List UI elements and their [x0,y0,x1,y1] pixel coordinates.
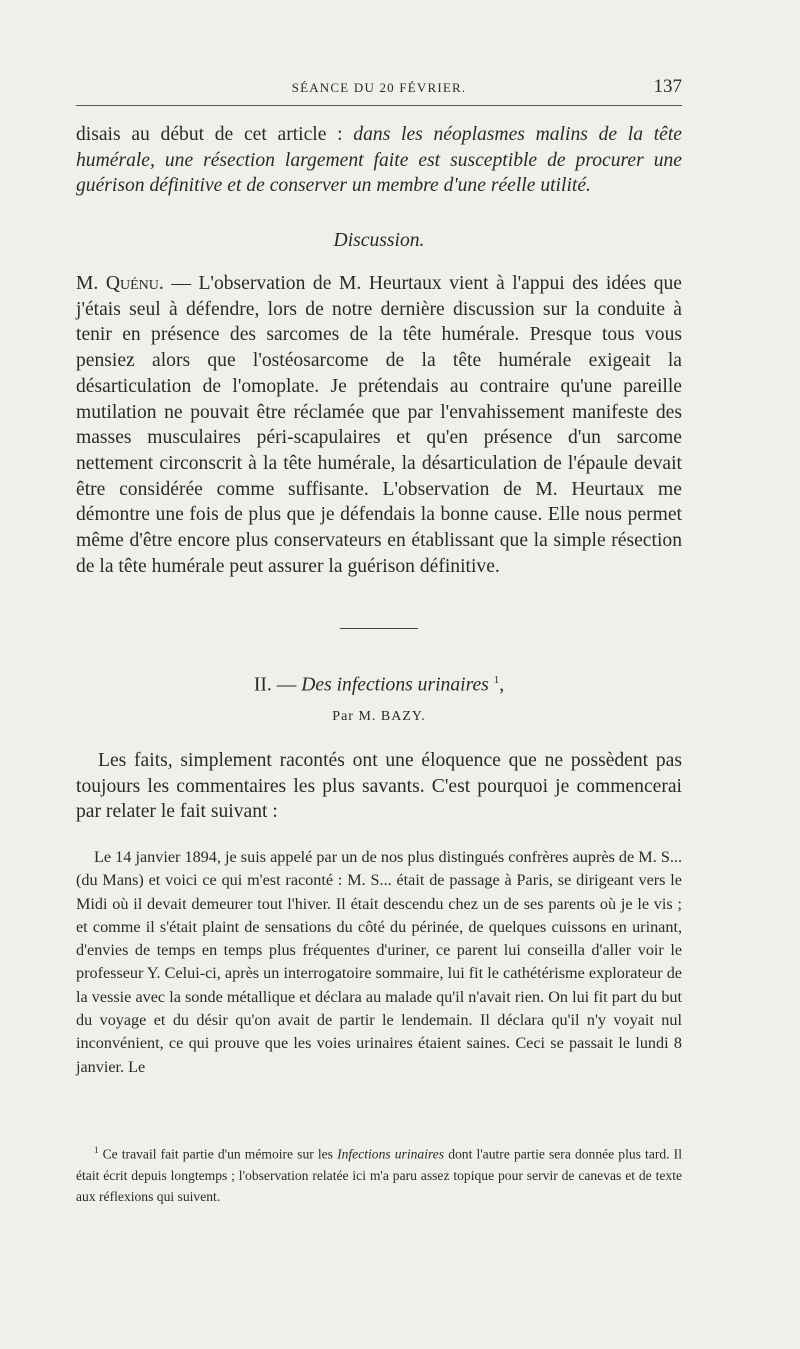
byline: Par M. BAZY. [332,709,426,724]
footnote-before: Ce travail fait partie d'un mémoire sur les [98,1146,338,1162]
section-number: II. — [253,674,302,696]
intro-lead: disais au début de cet article : [76,124,354,145]
speaker-name: M. Quénu. [76,273,164,294]
intro-italic: dans les néoplasmes malins de la tête humérale, une résection largement faite est susceptible de procurer une guérison définitive et de conserver un membre d'une réelle utilité. [76,124,682,197]
section-trailing: , [499,674,505,696]
section-title [76,674,682,697]
header-rule [76,105,682,106]
page-number: 137 [653,76,682,97]
section-divider [340,628,418,629]
running-header [76,76,682,100]
section-footnote-mark: 1 [493,674,500,686]
intro-paragraph [76,122,682,199]
quenu-text: — L'observation de M. Heurtaux vient à l'appui des idées que j'étais seul à défendre, lors de notre dernière discussion sur la conduite à tenir en présence des sarcomes de la tête humérale. Presque tous vous pensiez alors que l'ostéosarcome de la tête humérale exigeait la désarticulation de l'omoplate. Je prétendais au contraire qu'une pareille mutilation ne pouvait être réclamée que par l'envahissement manifeste des masses musculaires péri-scapulaires et qu'en présence d'un sarcome nettement circonscrit à la tête humérale, la désarticulation de l'épaule devait être considérée comme suffisante. L'observation de M. Heurtaux me démontre une fois de plus que je défendais la bonne cause. Elle nous permet même d'être encore plus conservateurs en établissant que la simple résection de la tête humérale peut assurer la guérison définitive. [76,273,682,577]
running-title: SÉANCE DU 20 FÉVRIER. [291,80,467,95]
discussion-heading: Discussion. [333,230,425,251]
footnote-italic: Infections urinaires [337,1146,445,1162]
footnote-after: dont l'autre partie sera donnée plus tard. Il était écrit depuis longtemps ; l'observation relatée ici m'a paru assez topique pour servir de canevas et de texte aux réflexions qui suivent. [76,1146,682,1204]
bazy-intro-paragraph: Les faits, simplement racontés ont une éloquence que ne possèdent pas toujours les commentaires les plus savants. C'est pourquoi je commencerai par relater le fait suivant : [76,750,682,823]
section-title-text: Des infections urinaires [301,674,489,696]
footnote [76,1140,682,1207]
footnote-mark: 1 [94,1145,99,1155]
quenu-paragraph [76,271,682,579]
case-paragraph: Le 14 janvier 1894, je suis appelé par un de nos plus distingués confrères auprès de M. S... (du Mans) et voici ce qui m'est raconté : M. S... était de passage à Paris, se dirigeant vers le Midi où il devait demeurer tout l'hiver. Il était descendu chez un de ses parents où je le vis ; et comme il s'était plaint de sensations du côté du périnée, de quelques cuissons en urinant, d'envies de temps en temps plus fréquentes d'uriner, ce parent lui conseilla d'aller voir le professeur Y. Celui-ci, après un interrogatoire sommaire, lui fit le cathétérisme explorateur de la vessie avec la sonde métallique et déclara au malade qu'il n'avait rien. On lui fit part du but du voyage et du désir qu'on avait de partir le lendemain. Il déclara qu'il n'y voyait nul inconvénient, ce qui prouve que les voies urinaires étaient saines. Ceci se passait le lundi 8 janvier. Le [76,848,682,1076]
